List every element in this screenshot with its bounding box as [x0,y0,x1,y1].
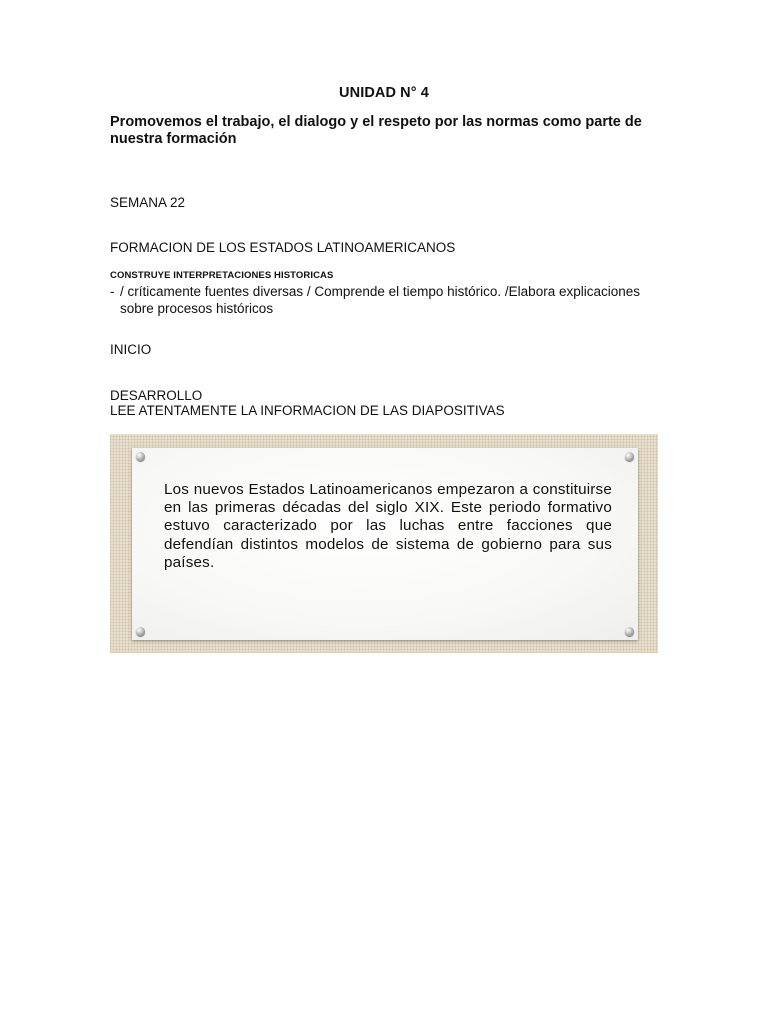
development-section-label: DESARROLLO [110,388,203,403]
pin-icon [136,452,145,461]
capacities-list-item [110,283,670,317]
instruction-text: LEE ATENTAMENTE LA INFORMACION DE LAS DIAPOSITIVAS [110,403,505,418]
start-section-label: INICIO [110,342,152,357]
pin-icon [625,627,634,636]
slide-text: Los nuevos Estados Latinoamericanos empezaron a constituirse en las primeras décadas del siglo XIX. Este periodo formativo estuvo caracterizado por las luchas entre facciones que defendían distintos modelos de sistema de gobierno para sus países. [164,481,612,571]
capacities-line-1: / críticamente fuentes diversas / Comprende el tiempo histórico. /Elabora explicaciones [120,284,641,299]
list-dash: - [110,284,115,299]
pin-icon [136,627,145,636]
slide-image [110,434,658,653]
unit-title: UNIDAD N° 4 [339,85,429,101]
week-label: SEMANA 22 [110,195,186,210]
pin-icon [625,452,634,461]
competence-label: CONSTRUYE INTERPRETACIONES HISTORICAS [110,270,334,281]
topic-title: FORMACION DE LOS ESTADOS LATINOAMERICANOS [110,240,456,255]
capacities-line-2: sobre procesos históricos [120,301,274,316]
unit-subtitle: Promovemos el trabajo, el dialogo y el respeto por las normas como parte de nuestra formación [110,114,642,147]
slide-card [132,448,638,640]
